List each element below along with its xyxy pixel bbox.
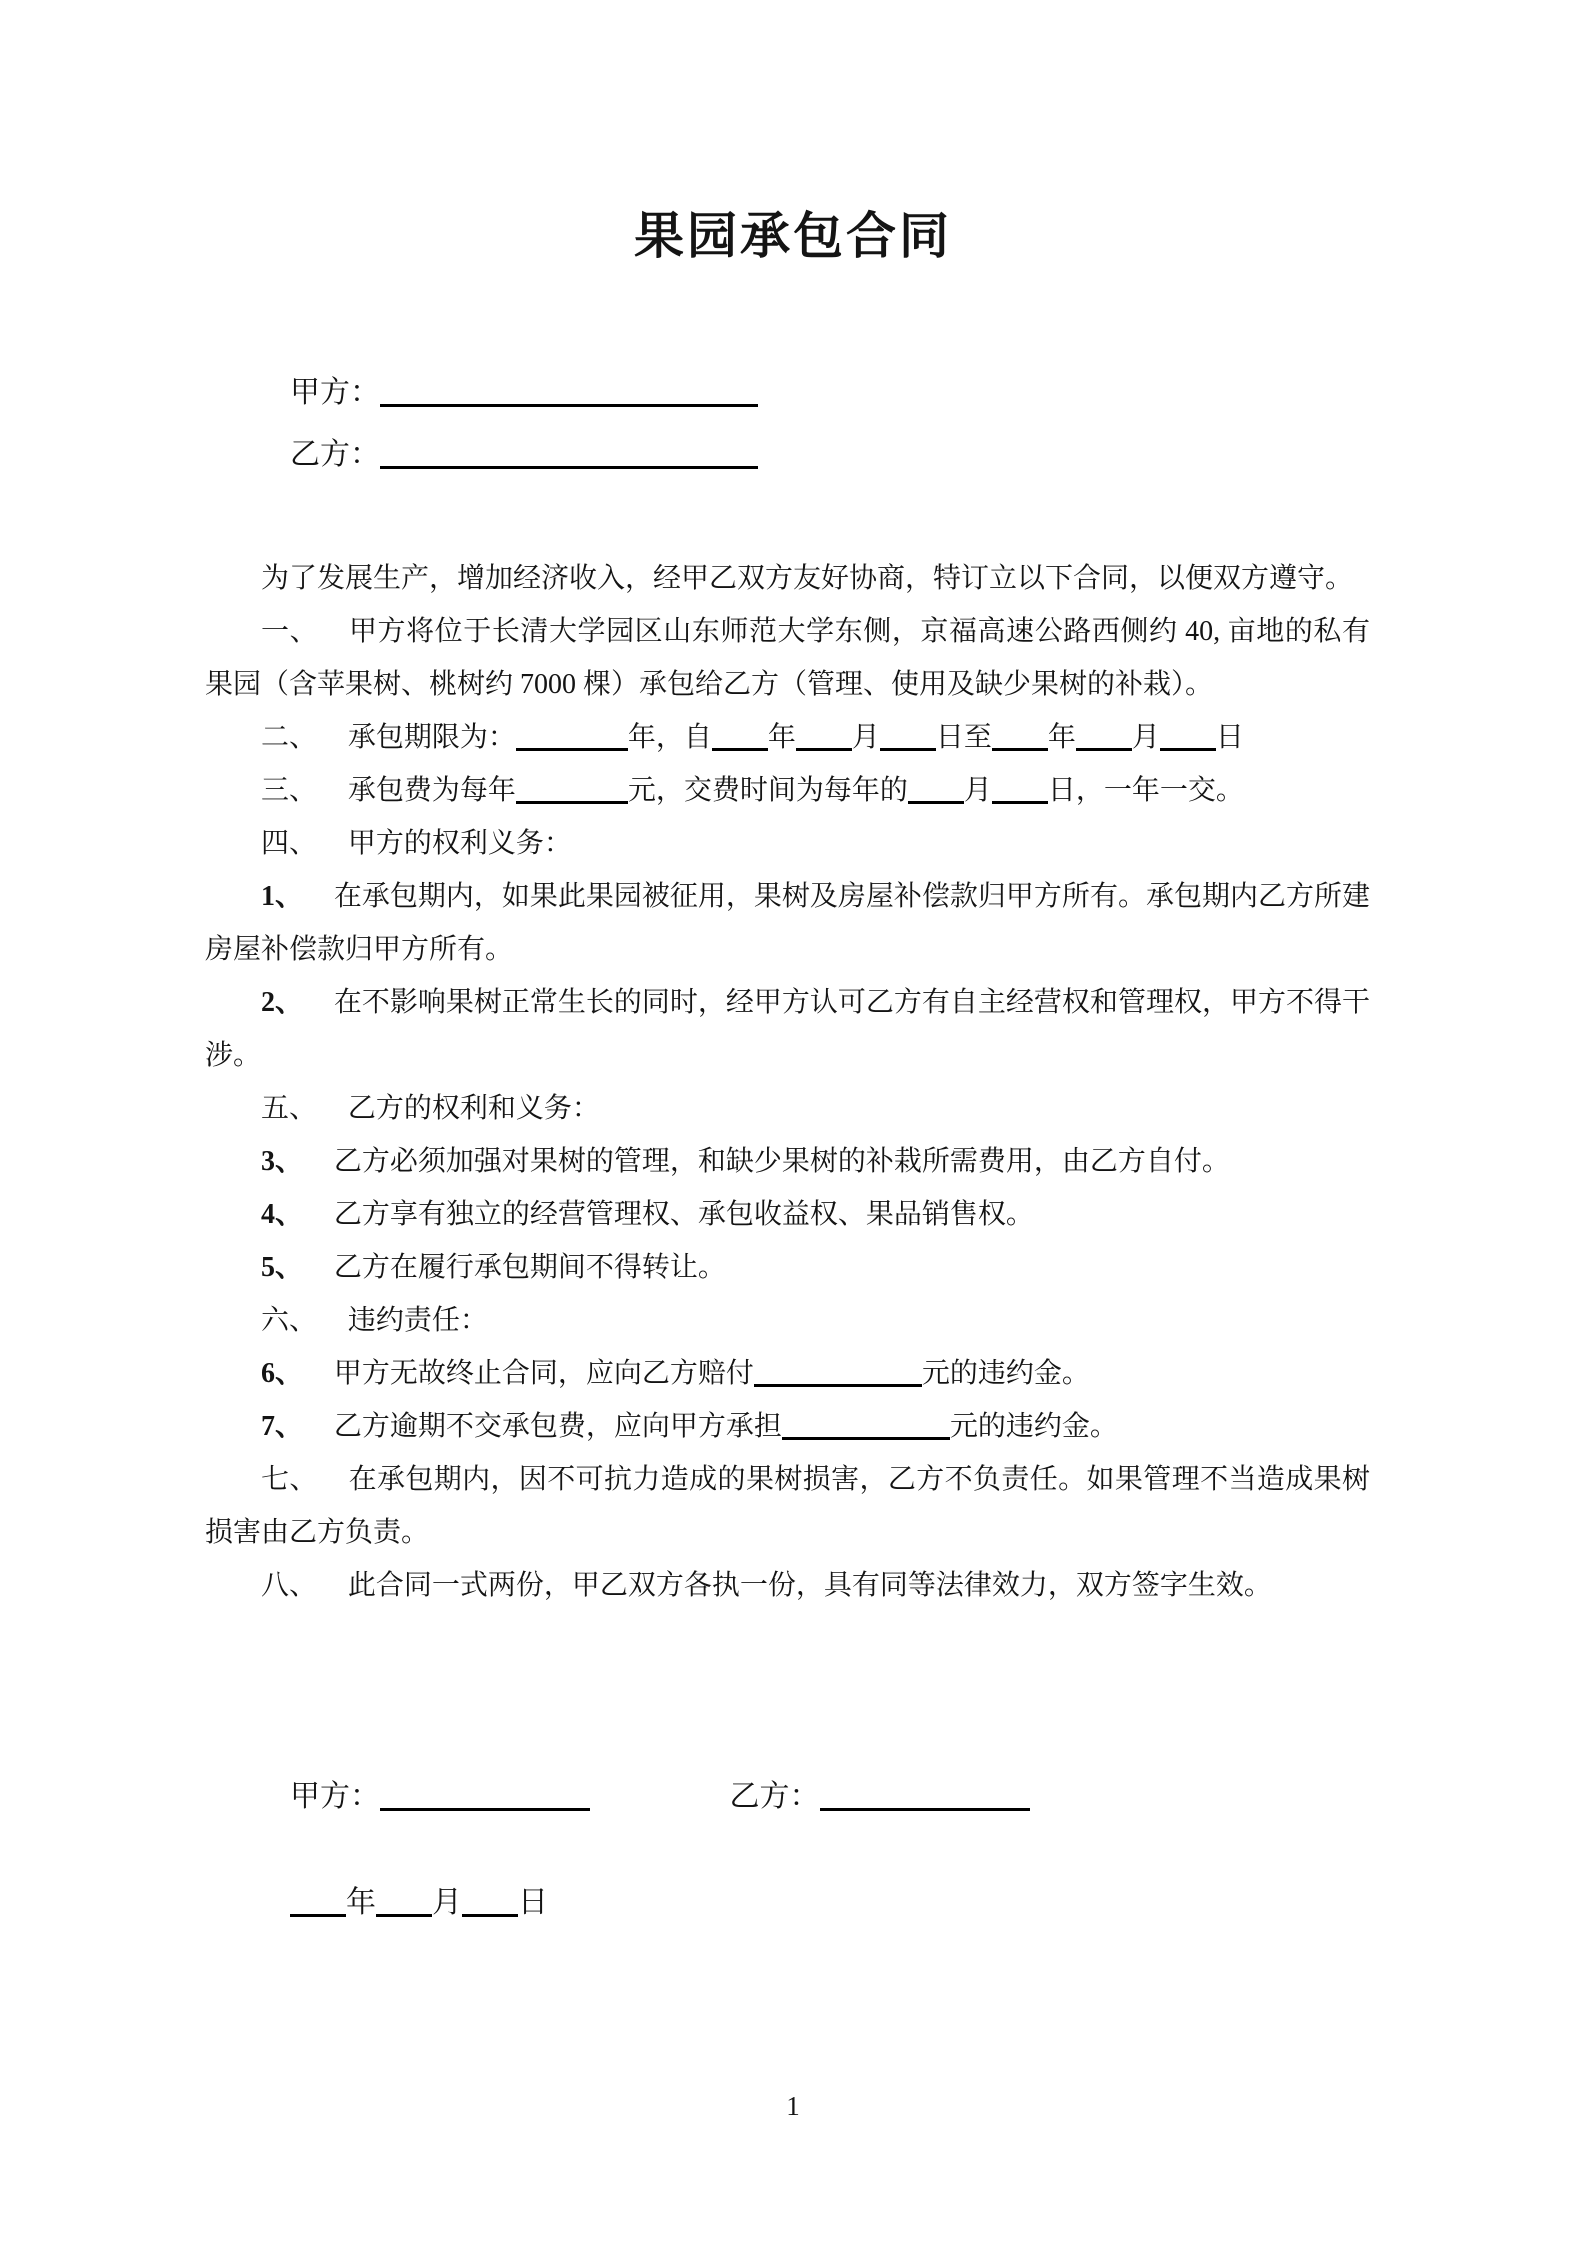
- clause-text: 乙方必须加强对果树的管理，和缺少果树的补栽所需费用，由乙方自付。: [333, 1146, 1230, 1177]
- clause-text: 乙方享有独立的经营管理权、承包收益权、果品销售权。: [333, 1199, 1034, 1230]
- contract-clause: [205, 711, 1370, 764]
- clause-text: 甲方无故终止合同，应向乙方赔付 元的违约金。: [333, 1358, 1090, 1389]
- clause-text: 甲方的权利义务：: [347, 828, 572, 859]
- clause-text: 乙方的权利和义务：: [347, 1093, 600, 1124]
- contract-clause: [205, 1188, 1370, 1241]
- signature-block: [290, 1770, 1586, 1929]
- contract-clause: [205, 1082, 1370, 1135]
- clause-text: 乙方逾期不交承包费，应向甲方承担 元的违约金。: [333, 1411, 1118, 1442]
- clause-text: 在不影响果树正常生长的同时，经甲方认可乙方有自主经营权和管理权，甲方不得干涉。: [205, 987, 1370, 1071]
- clause-text: 在承包期内，因不可抗力造成的果树损害，乙方不负责任。如果管理不当造成果树损害由乙方负责。: [205, 1464, 1370, 1548]
- clause-text: 为了发展生产，增加经济收入，经甲乙双方友好协商，特订立以下合同，以便双方遵守。: [261, 563, 1354, 594]
- contract-clause: [205, 764, 1370, 817]
- fill-in-blank: [380, 398, 758, 407]
- clause-number: 三、: [261, 775, 318, 806]
- fill-in-blank: [290, 1908, 346, 1917]
- clause-text: 承包费为每年 元，交费时间为每年的 月 日，一年一交。: [347, 775, 1244, 806]
- signature-date: 年 月 日: [290, 1876, 1586, 1929]
- clause-number: 六、: [261, 1305, 318, 1336]
- contract-clause: [205, 1400, 1370, 1453]
- contract-clause: [205, 1453, 1370, 1559]
- fill-in-blank: [712, 742, 768, 751]
- clause-number: 5、: [261, 1252, 304, 1283]
- fill-in-blank: [516, 742, 628, 751]
- clause-number: 4、: [261, 1199, 304, 1230]
- fill-in-blank: [992, 795, 1048, 804]
- fill-in-blank: [908, 795, 964, 804]
- party-block: [290, 362, 1586, 486]
- fill-in-blank: [380, 460, 758, 469]
- fill-in-blank: [880, 742, 936, 751]
- party-line: 乙方：: [290, 424, 1586, 486]
- fill-in-blank: [516, 795, 628, 804]
- clause-number: 五、: [261, 1093, 318, 1124]
- party-line: 甲方：: [290, 362, 1586, 424]
- fill-in-blank: [380, 1802, 590, 1811]
- contract-clause: [205, 1347, 1370, 1400]
- fill-in-blank: [462, 1908, 518, 1917]
- clause-text: 此合同一式两份，甲乙双方各执一份，具有同等法律效力，双方签字生效。: [347, 1570, 1272, 1601]
- clause-text: 甲方将位于长清大学园区山东师范大学东侧，京福高速公路西侧约 40, 亩地的私有果园（含苹果树、桃树约 7000 棵）承包给乙方（管理、使用及缺少果树的补栽）。: [205, 616, 1370, 700]
- fill-in-blank: [1076, 742, 1132, 751]
- clause-number: 1、: [261, 881, 304, 912]
- contract-clause: [205, 1241, 1370, 1294]
- page-number: 1: [786, 2091, 800, 2121]
- clause-number: 7、: [261, 1411, 304, 1442]
- fill-in-blank: [782, 1431, 950, 1440]
- clause-number: 6、: [261, 1358, 304, 1389]
- clause-number: 四、: [261, 828, 318, 859]
- clause-number: 一、: [261, 616, 319, 647]
- contract-clause: [205, 552, 1370, 605]
- fill-in-blank: [376, 1908, 432, 1917]
- contract-clause: [205, 870, 1370, 976]
- fill-in-blank: [754, 1378, 922, 1387]
- signature-party-a: 甲方：: [290, 1780, 590, 1813]
- contract-title: 果园承包合同: [634, 208, 952, 264]
- clause-number: 八、: [261, 1570, 318, 1601]
- contract-body: [205, 552, 1370, 1612]
- contract-clause: [205, 1135, 1370, 1188]
- fill-in-blank: [1160, 742, 1216, 751]
- contract-clause: [205, 1559, 1370, 1612]
- clause-number: 2、: [261, 987, 304, 1018]
- clause-text: 在承包期内，如果此果园被征用，果树及房屋补偿款归甲方所有。承包期内乙方所建房屋补偿款归甲方所有。: [205, 881, 1370, 965]
- fill-in-blank: [820, 1802, 1030, 1811]
- signature-row: [290, 1770, 1586, 1823]
- clause-number: 二、: [261, 722, 318, 753]
- clause-text: 乙方在履行承包期间不得转让。: [333, 1252, 726, 1283]
- contract-clause: [205, 1294, 1370, 1347]
- fill-in-blank: [796, 742, 852, 751]
- contract-clause: [205, 605, 1370, 711]
- contract-clause: [205, 817, 1370, 870]
- clause-text: 违约责任：: [347, 1305, 488, 1336]
- contract-clause: [205, 976, 1370, 1082]
- fill-in-blank: [992, 742, 1048, 751]
- clause-number: 3、: [261, 1146, 304, 1177]
- signature-party-b: 乙方：: [730, 1780, 1030, 1813]
- clause-text: 承包期限为： 年，自 年 月 日至 年 月 日: [347, 722, 1244, 753]
- clause-number: 七、: [261, 1464, 318, 1495]
